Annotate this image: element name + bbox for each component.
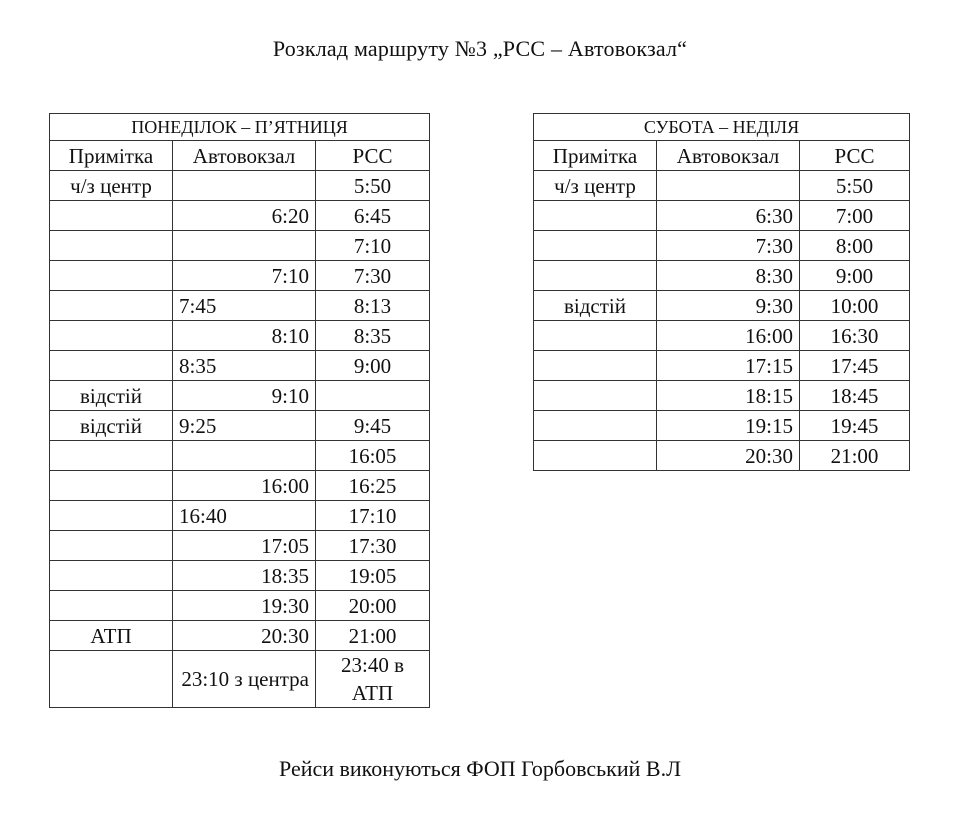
column-header-avtovokzal: Автовокзал [657,141,800,171]
avtovokzal-time-cell: 6:20 [173,201,316,231]
note-cell [50,471,173,501]
avtovokzal-time-cell: 9:30 [657,291,800,321]
weekday-rows [50,171,430,708]
rss-time-cell: 8:13 [316,291,430,321]
column-header-note: Примітка [534,141,657,171]
note-cell: відстій [50,411,173,441]
rss-time-cell: 9:00 [800,261,910,291]
rss-time-cell: 19:05 [316,561,430,591]
table-row [50,561,430,591]
table-row [50,171,430,201]
table-row [50,471,430,501]
avtovokzal-time-cell: 19:30 [173,591,316,621]
table-row [50,291,430,321]
rss-time-cell: 5:50 [316,171,430,201]
rss-time-cell: 17:30 [316,531,430,561]
note-cell [534,231,657,261]
note-cell [534,381,657,411]
avtovokzal-time-cell: 7:10 [173,261,316,291]
table-row [534,171,910,201]
table-row [534,291,910,321]
rss-time-cell: 7:30 [316,261,430,291]
rss-time-cell: 9:45 [316,411,430,441]
avtovokzal-time-cell [173,171,316,201]
table-row [50,321,430,351]
avtovokzal-time-cell: 19:15 [657,411,800,441]
table-row [50,231,430,261]
rss-time-cell: 21:00 [316,621,430,651]
avtovokzal-time-cell [657,171,800,201]
table-row [534,441,910,471]
rss-time-cell: 9:00 [316,351,430,381]
note-cell: ч/з центр [534,171,657,201]
rss-time-cell: 5:50 [800,171,910,201]
avtovokzal-time-cell: 17:15 [657,351,800,381]
avtovokzal-time-cell: 16:00 [657,321,800,351]
table-row [50,531,430,561]
table-row [50,411,430,441]
avtovokzal-time-cell: 20:30 [173,621,316,651]
avtovokzal-time-cell: 7:30 [657,231,800,261]
rss-time-cell: 16:25 [316,471,430,501]
avtovokzal-time-cell [173,441,316,471]
avtovokzal-time-cell: 20:30 [657,441,800,471]
table-row [50,351,430,381]
avtovokzal-time-cell: 9:10 [173,381,316,411]
note-cell [534,441,657,471]
weekend-header: СУБОТА – НЕДІЛЯ [534,114,910,141]
rss-time-cell: 16:30 [800,321,910,351]
table-row [534,201,910,231]
avtovokzal-time-cell: 17:05 [173,531,316,561]
avtovokzal-time-cell: 23:10 з центра [173,651,316,708]
rss-time-cell: 16:05 [316,441,430,471]
avtovokzal-time-cell: 7:45 [173,291,316,321]
column-header-avtovokzal: Автовокзал [173,141,316,171]
avtovokzal-time-cell: 8:35 [173,351,316,381]
table-row [50,381,430,411]
avtovokzal-time-cell: 6:30 [657,201,800,231]
column-header-note: Примітка [50,141,173,171]
weekday-header: ПОНЕДІЛОК – П’ЯТНИЦЯ [50,114,430,141]
table-row [534,261,910,291]
avtovokzal-time-cell: 8:10 [173,321,316,351]
avtovokzal-time-cell [173,231,316,261]
page-title: Розклад маршруту №3 „РСС – Автовокзал“ [272,36,688,61]
table-row [50,651,430,708]
table-row [534,231,910,261]
rss-time-cell: 8:00 [800,231,910,261]
note-cell [534,351,657,381]
rss-time-cell: 7:00 [800,201,910,231]
column-header-rss: РСС [800,141,910,171]
note-cell [50,531,173,561]
note-cell [534,411,657,441]
rss-time-cell: 6:45 [316,201,430,231]
note-cell [50,501,173,531]
note-cell: відстій [50,381,173,411]
weekday-schedule-table [49,113,430,708]
note-cell [50,651,173,708]
table-row [50,441,430,471]
note-cell [50,261,173,291]
rss-time-cell: 10:00 [800,291,910,321]
note-cell [534,261,657,291]
avtovokzal-time-cell: 8:30 [657,261,800,291]
column-header-rss: РСС [316,141,430,171]
note-cell [50,321,173,351]
rss-time-cell: 17:45 [800,351,910,381]
table-row [534,321,910,351]
rss-time-cell: 7:10 [316,231,430,261]
note-cell [50,201,173,231]
rss-time-cell: 8:35 [316,321,430,351]
rss-time-cell: 18:45 [800,381,910,411]
rss-time-cell [316,381,430,411]
note-cell [50,231,173,261]
weekend-rows [534,171,910,471]
table-row [534,381,910,411]
note-cell [534,201,657,231]
rss-time-cell: 17:10 [316,501,430,531]
weekend-schedule-table [533,113,910,471]
note-cell [50,591,173,621]
note-cell: відстій [534,291,657,321]
table-row [534,411,910,441]
note-cell [50,291,173,321]
avtovokzal-time-cell: 16:40 [173,501,316,531]
avtovokzal-time-cell: 9:25 [173,411,316,441]
note-cell [50,561,173,591]
note-cell: ч/з центр [50,171,173,201]
note-cell [50,351,173,381]
table-row [50,261,430,291]
note-cell [50,441,173,471]
avtovokzal-time-cell: 18:35 [173,561,316,591]
note-cell [534,321,657,351]
rss-time-cell: 21:00 [800,441,910,471]
rss-time-cell: 23:40 в АТП [316,651,430,708]
operator-footer: Рейси виконуються ФОП Горбовський В.Л [279,756,681,781]
table-row [50,201,430,231]
table-row [50,501,430,531]
rss-time-cell: 20:00 [316,591,430,621]
avtovokzal-time-cell: 16:00 [173,471,316,501]
table-row [50,621,430,651]
table-row [534,351,910,381]
rss-time-cell: 19:45 [800,411,910,441]
avtovokzal-time-cell: 18:15 [657,381,800,411]
note-cell: АТП [50,621,173,651]
table-row [50,591,430,621]
